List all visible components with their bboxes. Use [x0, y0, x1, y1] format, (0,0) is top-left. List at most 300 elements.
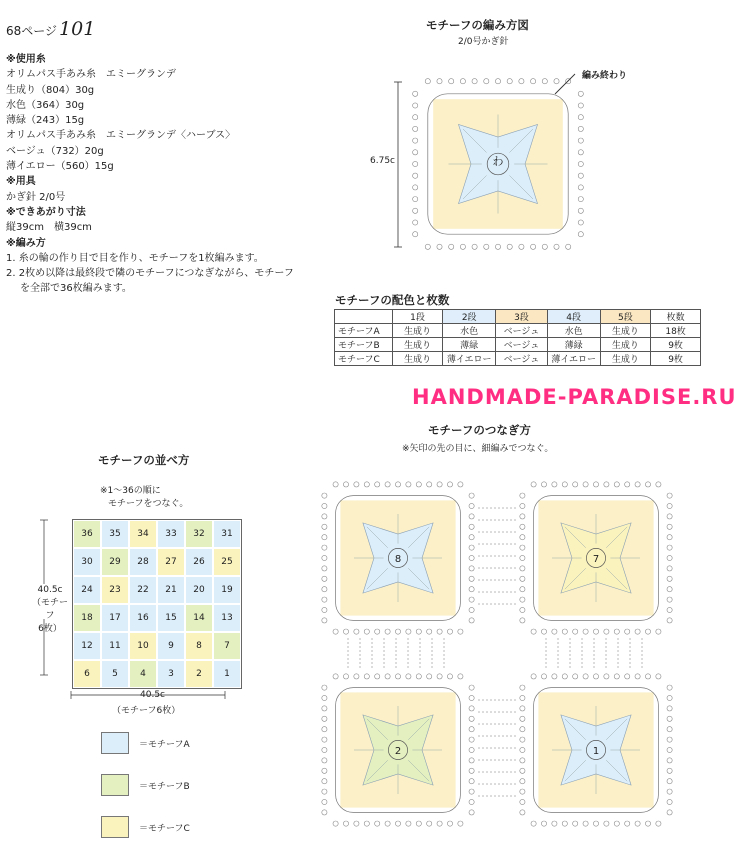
table-cell: 水色 — [547, 324, 600, 338]
picot — [593, 629, 598, 634]
picot — [322, 535, 327, 540]
layout-title: モチーフの並べ方 — [98, 453, 190, 467]
layout-cell: 19 — [213, 576, 241, 604]
picot — [554, 79, 559, 84]
legend-label: ＝モチーフA — [139, 740, 190, 750]
picot — [395, 674, 400, 679]
picot — [667, 789, 672, 794]
picot — [469, 545, 474, 550]
picot — [573, 821, 578, 826]
picot — [322, 618, 327, 623]
picot — [469, 747, 474, 752]
picot — [562, 482, 567, 487]
joining-chart — [318, 458, 688, 843]
picot — [469, 737, 474, 742]
picot — [593, 482, 598, 487]
picot — [520, 737, 525, 742]
picot — [656, 482, 661, 487]
picot — [573, 674, 578, 679]
picot — [322, 597, 327, 602]
picot — [520, 555, 525, 560]
picot — [427, 629, 432, 634]
picot — [667, 768, 672, 773]
layout-cell: 23 — [101, 576, 129, 604]
color-table-title: モチーフの配色と枚数 — [335, 293, 450, 307]
picot — [413, 232, 418, 237]
joined-motif — [322, 482, 474, 634]
picot — [667, 799, 672, 804]
picot — [469, 685, 474, 690]
picot — [573, 629, 578, 634]
layout-cell: 1 — [213, 660, 241, 688]
table-cell: ベージュ — [496, 338, 548, 352]
layout-cell: 5 — [101, 660, 129, 688]
picot — [395, 629, 400, 634]
table-cell: 薄イエロー — [443, 352, 496, 366]
layout-cell: 24 — [73, 576, 101, 604]
picot — [531, 629, 536, 634]
layout-cell: 26 — [185, 548, 213, 576]
picot — [375, 674, 380, 679]
picot — [469, 779, 474, 784]
page-header — [6, 18, 95, 40]
picot — [437, 79, 442, 84]
picot — [449, 79, 454, 84]
picot — [437, 821, 442, 826]
picot — [635, 482, 640, 487]
picot — [458, 674, 463, 679]
picot — [469, 758, 474, 763]
picot — [667, 758, 672, 763]
picot — [667, 706, 672, 711]
picot — [469, 727, 474, 732]
info-line: オリムパス手あみ糸 エミーグランデ〈ハーブス〉 — [6, 130, 236, 142]
picot — [578, 185, 583, 190]
picot — [460, 79, 465, 84]
picot — [343, 674, 348, 679]
picot — [667, 566, 672, 571]
table-cell: 18枚 — [651, 324, 701, 338]
motif-number: 2 — [394, 746, 402, 757]
layout-cell: 20 — [185, 576, 213, 604]
instruction-step: 2. 2枚め以降は最終段で隣のモチーフにつなぎながら、モチーフを全部で36枚編みます。 — [6, 268, 294, 295]
center-ring-label: わ — [492, 155, 504, 168]
layout-note-2: モチーフをつなぐ。 — [108, 499, 189, 509]
picot — [484, 79, 489, 84]
info-line: オリムパス手あみ糸 エミーグランデ — [6, 69, 176, 81]
picot — [413, 161, 418, 166]
picot — [656, 821, 661, 826]
picot — [354, 629, 359, 634]
picot — [322, 685, 327, 690]
info-heading: ※編み方 — [6, 237, 46, 249]
table-header-cell: 5段 — [600, 310, 651, 324]
picot — [395, 482, 400, 487]
picot — [520, 685, 525, 690]
picot — [614, 674, 619, 679]
picot — [375, 821, 380, 826]
picot — [667, 493, 672, 498]
picot — [437, 482, 442, 487]
layout-cell: 34 — [129, 520, 157, 548]
picot — [427, 821, 432, 826]
picot — [635, 674, 640, 679]
picot — [519, 79, 524, 84]
joined-motif — [322, 674, 474, 826]
motif-diagram-subtitle: 2/0号かぎ針 — [458, 37, 509, 47]
layout-cell: 6 — [73, 660, 101, 688]
motif-number: 1 — [592, 746, 600, 757]
picot — [667, 737, 672, 742]
layout-cell: 15 — [157, 604, 185, 632]
picot — [519, 244, 524, 249]
picot — [578, 208, 583, 213]
info-line: 縦39cm 横39cm — [6, 222, 92, 234]
picot — [322, 545, 327, 550]
info-line: 水色（364）30g — [6, 99, 85, 111]
picot — [520, 503, 525, 508]
picot — [472, 79, 477, 84]
motif-chart — [380, 52, 605, 272]
picot — [469, 810, 474, 815]
picot — [552, 821, 557, 826]
info-line: 薄イエロー（560）15g — [6, 161, 114, 173]
picot — [541, 674, 546, 679]
picot — [406, 629, 411, 634]
picot — [322, 514, 327, 519]
picot — [520, 758, 525, 763]
layout-note-1: ※1〜36の順に — [100, 486, 161, 496]
table-cell: 生成り — [600, 324, 651, 338]
picot — [495, 244, 500, 249]
picot — [322, 493, 327, 498]
picot — [469, 587, 474, 592]
table-header-cell: 1段 — [392, 310, 443, 324]
picot — [667, 779, 672, 784]
layout-cell: 11 — [101, 632, 129, 660]
picot — [667, 685, 672, 690]
table-header-cell: 2段 — [443, 310, 496, 324]
picot — [507, 79, 512, 84]
layout-cell: 28 — [129, 548, 157, 576]
picot — [469, 535, 474, 540]
picot — [520, 607, 525, 612]
picot — [604, 629, 609, 634]
layout-cell: 7 — [213, 632, 241, 660]
picot — [449, 244, 454, 249]
info-line: 薄緑（243）15g — [6, 115, 85, 127]
picot — [520, 768, 525, 773]
picot — [322, 576, 327, 581]
picot — [531, 821, 536, 826]
picot — [520, 566, 525, 571]
picot — [578, 126, 583, 131]
picot — [469, 618, 474, 623]
picot — [413, 126, 418, 131]
table-header-cell: 4段 — [547, 310, 600, 324]
picot — [364, 821, 369, 826]
picot — [385, 629, 390, 634]
table-cell: 水色 — [443, 324, 496, 338]
picot — [552, 629, 557, 634]
info-heading: ※できあがり寸法 — [6, 206, 86, 218]
picot — [635, 821, 640, 826]
picot — [413, 197, 418, 202]
picot — [427, 674, 432, 679]
table-header-cell: 3段 — [496, 310, 548, 324]
vertical-size-value: 40.5c — [37, 585, 63, 595]
picot — [469, 576, 474, 581]
picot — [541, 629, 546, 634]
picot — [413, 220, 418, 225]
picot — [343, 482, 348, 487]
layout-cell: 4 — [129, 660, 157, 688]
picot — [542, 244, 547, 249]
picot — [604, 821, 609, 826]
table-cell: 生成り — [392, 338, 443, 352]
picot — [520, 695, 525, 700]
picot — [322, 747, 327, 752]
picot — [531, 79, 536, 84]
picot — [416, 482, 421, 487]
materials-info — [6, 52, 296, 297]
table-cell: モチーフC — [335, 352, 393, 366]
picot — [385, 821, 390, 826]
picot — [578, 220, 583, 225]
picot — [667, 716, 672, 721]
page-prefix: 68ページ — [6, 24, 58, 38]
picot — [520, 716, 525, 721]
joining-title: モチーフのつなぎ方 — [428, 423, 531, 437]
picot — [645, 629, 650, 634]
picot — [416, 821, 421, 826]
layout-cell: 16 — [129, 604, 157, 632]
picot — [531, 674, 536, 679]
table-header-cell — [335, 310, 393, 324]
end-label: 編み終わり — [582, 71, 628, 81]
picot — [416, 674, 421, 679]
layout-cell: 3 — [157, 660, 185, 688]
picot — [322, 758, 327, 763]
table-row — [335, 338, 701, 352]
picot — [469, 566, 474, 571]
layout-cell: 10 — [129, 632, 157, 660]
picot — [656, 674, 661, 679]
info-line: かぎ針 2/0号 — [6, 191, 66, 203]
picot — [425, 79, 430, 84]
picot — [614, 482, 619, 487]
layout-cell: 27 — [157, 548, 185, 576]
picot — [604, 482, 609, 487]
layout-cell: 13 — [213, 604, 241, 632]
layout-cell: 8 — [185, 632, 213, 660]
picot — [520, 706, 525, 711]
picot — [531, 482, 536, 487]
picot — [354, 482, 359, 487]
layout-cell: 32 — [185, 520, 213, 548]
table-cell: 薄緑 — [443, 338, 496, 352]
picot — [469, 706, 474, 711]
picot — [322, 799, 327, 804]
vertical-size-sub1: （モチーフ — [31, 598, 68, 621]
joined-motif — [520, 674, 672, 826]
picot — [413, 103, 418, 108]
picot — [625, 821, 630, 826]
picot — [458, 629, 463, 634]
picot — [447, 482, 452, 487]
picot — [427, 482, 432, 487]
picot — [437, 674, 442, 679]
picot — [573, 482, 578, 487]
picot — [583, 821, 588, 826]
picot — [562, 674, 567, 679]
picot — [413, 91, 418, 96]
picot — [469, 503, 474, 508]
picot — [554, 244, 559, 249]
picot — [541, 821, 546, 826]
table-cell: モチーフA — [335, 324, 393, 338]
picot — [667, 555, 672, 560]
picot — [413, 208, 418, 213]
picot — [413, 138, 418, 143]
picot — [635, 629, 640, 634]
picot — [469, 597, 474, 602]
info-heading: ※用具 — [6, 176, 36, 188]
table-cell: モチーフB — [335, 338, 393, 352]
picot — [507, 244, 512, 249]
picot — [322, 706, 327, 711]
picot — [333, 629, 338, 634]
picot — [520, 597, 525, 602]
picot — [667, 514, 672, 519]
picot — [578, 115, 583, 120]
picot — [578, 232, 583, 237]
table-cell: 生成り — [392, 324, 443, 338]
picot — [447, 674, 452, 679]
picot — [469, 695, 474, 700]
layout-cell: 29 — [101, 548, 129, 576]
layout-cell: 25 — [213, 548, 241, 576]
motif-number: 8 — [394, 554, 402, 565]
picot — [583, 674, 588, 679]
layout-cell: 30 — [73, 548, 101, 576]
picot — [645, 482, 650, 487]
table-cell: 9枚 — [651, 338, 701, 352]
picot — [322, 768, 327, 773]
picot — [667, 618, 672, 623]
layout-cell: 12 — [73, 632, 101, 660]
picot — [520, 535, 525, 540]
layout-cell: 36 — [73, 520, 101, 548]
picot — [667, 587, 672, 592]
picot — [333, 674, 338, 679]
picot — [552, 674, 557, 679]
picot — [437, 629, 442, 634]
picot — [593, 674, 598, 679]
picot — [566, 244, 571, 249]
legend-swatch — [101, 816, 129, 838]
picot — [562, 629, 567, 634]
picot — [447, 629, 452, 634]
legend-swatch — [101, 732, 129, 754]
picot — [578, 173, 583, 178]
picot — [447, 821, 452, 826]
picot — [322, 587, 327, 592]
table-cell: 生成り — [600, 338, 651, 352]
picot — [472, 244, 477, 249]
picot — [583, 482, 588, 487]
picot — [322, 695, 327, 700]
picot — [625, 674, 630, 679]
table-cell: ベージュ — [496, 324, 548, 338]
picot — [413, 150, 418, 155]
picot — [458, 821, 463, 826]
picot — [413, 185, 418, 190]
picot — [406, 482, 411, 487]
table-row — [335, 324, 701, 338]
picot — [520, 779, 525, 784]
picot — [520, 514, 525, 519]
picot — [578, 161, 583, 166]
picot — [656, 629, 661, 634]
picot — [425, 244, 430, 249]
picot — [578, 197, 583, 202]
picot — [667, 607, 672, 612]
picot — [578, 138, 583, 143]
picot — [460, 244, 465, 249]
picot — [322, 566, 327, 571]
picot — [458, 482, 463, 487]
picot — [667, 810, 672, 815]
picot — [322, 737, 327, 742]
picot — [541, 482, 546, 487]
picot — [413, 173, 418, 178]
picot — [667, 524, 672, 529]
legend-label: ＝モチーフB — [139, 782, 190, 792]
picot — [520, 524, 525, 529]
picot — [406, 821, 411, 826]
layout-cell: 14 — [185, 604, 213, 632]
info-heading: ※使用糸 — [6, 54, 46, 65]
info-line: ベージュ（732）20g — [6, 145, 104, 157]
picot — [469, 716, 474, 721]
layout-cell: 22 — [129, 576, 157, 604]
picot — [322, 524, 327, 529]
picot — [354, 674, 359, 679]
motif-number: 7 — [592, 554, 600, 565]
layout-cell: 17 — [101, 604, 129, 632]
picot — [520, 618, 525, 623]
picot — [604, 674, 609, 679]
picot — [520, 799, 525, 804]
picot — [667, 503, 672, 508]
motif-size-label: 6.75c — [370, 156, 395, 166]
picot — [542, 79, 547, 84]
picot — [667, 576, 672, 581]
picot — [578, 103, 583, 108]
picot — [484, 244, 489, 249]
picot — [333, 482, 338, 487]
legend-label: ＝モチーフC — [139, 824, 190, 834]
picot — [667, 747, 672, 752]
picot — [364, 674, 369, 679]
picot — [520, 493, 525, 498]
picot — [520, 587, 525, 592]
picot — [385, 674, 390, 679]
picot — [375, 482, 380, 487]
picot — [469, 799, 474, 804]
picot — [469, 514, 474, 519]
